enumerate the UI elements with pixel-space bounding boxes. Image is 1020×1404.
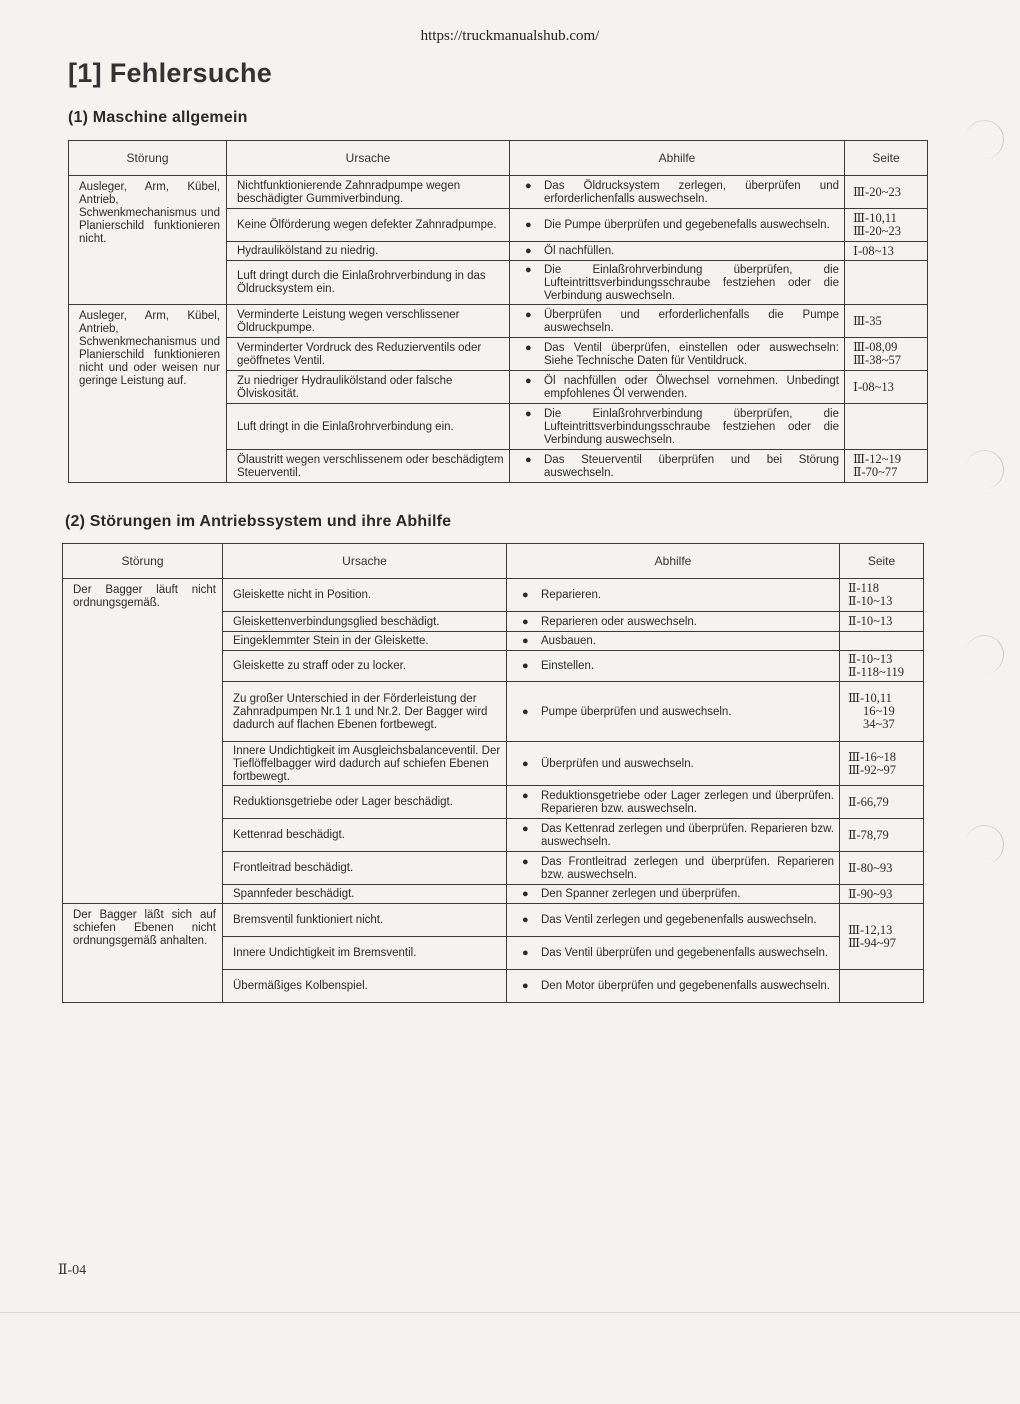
page-reference: Ⅱ-10~13 [848, 614, 893, 628]
abhilfe-text: Öl nachfüllen. [544, 245, 615, 257]
seite-cell [840, 612, 924, 632]
binder-hole-mark [965, 120, 1004, 159]
abhilfe-item [520, 309, 839, 335]
page-reference: Ⅲ-94~97 [848, 935, 896, 950]
column-header-abhilfe: Abhilfe [510, 141, 845, 176]
troubleshooting-table-general [68, 140, 928, 483]
abhilfe-cell [507, 632, 840, 651]
abhilfe-cell [507, 612, 840, 632]
ursache-cell: Innere Undichtigkeit im Bremsventil. [223, 937, 507, 970]
ursache-cell: Reduktionsgetriebe oder Lager beschädigt. [223, 786, 507, 819]
ursache-cell: Kettenrad beschädigt. [223, 819, 507, 852]
ursache-cell: Innere Undichtigkeit im Ausgleichsbalanceventil. Der Tieflöffelbagger wird dadurch auf schiefen Ebenen fortbewegt. [223, 742, 507, 786]
abhilfe-text: Einstellen. [541, 660, 595, 672]
page-reference: Ⅱ-10~13 [848, 594, 893, 608]
binder-hole-mark [965, 450, 1004, 489]
abhilfe-text: Das Steuerventil überprüfen und bei Störung auswechseln. [544, 453, 839, 479]
bullet-icon: ● [522, 589, 529, 601]
abhilfe-cell [510, 176, 845, 209]
abhilfe-text: Reparieren oder auswechseln. [541, 615, 697, 628]
binder-hole-mark [965, 635, 1004, 674]
abhilfe-item [517, 856, 834, 882]
table-body [63, 579, 924, 1003]
seite-cell [845, 338, 928, 371]
table-row [69, 176, 928, 209]
bullet-icon: ● [522, 635, 529, 647]
page-reference: 34~37 [863, 717, 895, 731]
seite-cell [845, 176, 928, 209]
stoerung-cell: Ausleger, Arm, Kübel, Antrieb, Schwenkmechanismus und Planierschild funktionieren nicht und oder weisen nur geringe Leistung auf. [69, 305, 227, 483]
ursache-cell: Gleiskettenverbindungsglied beschädigt. [223, 612, 507, 632]
abhilfe-item [520, 245, 839, 258]
bullet-icon: ● [522, 947, 529, 959]
abhilfe-cell [510, 450, 845, 483]
abhilfe-item [517, 589, 834, 602]
page-reference: Ⅱ-80~93 [848, 860, 893, 875]
page-reference: Ⅰ-08~13 [853, 243, 894, 258]
page-reference: Ⅱ-78,79 [848, 827, 889, 842]
abhilfe-cell [510, 371, 845, 404]
ursache-cell: Keine Ölförderung wegen defekter Zahnradpumpe. [227, 209, 510, 242]
abhilfe-text: Öl nachfüllen oder Ölwechsel vornehmen. Unbedingt empfohlenes Öl verwenden. [544, 374, 839, 400]
bullet-icon: ● [525, 245, 532, 257]
ursache-cell: Gleiskette nicht in Position. [223, 579, 507, 612]
abhilfe-cell [507, 682, 840, 742]
section-heading-maschine-allgemein: (1) Maschine allgemein [68, 109, 248, 126]
abhilfe-cell [507, 742, 840, 786]
ursache-cell: Luft dringt durch die Einlaßrohrverbindung in das Öldrucksystem ein. [227, 261, 510, 305]
scan-edge-line [0, 1312, 1020, 1313]
seite-cell [840, 970, 924, 1003]
seite-cell [845, 242, 928, 261]
binder-hole-mark [965, 825, 1004, 864]
page-reference: Ⅲ-35 [853, 313, 882, 328]
page-reference: Ⅲ-92~97 [848, 762, 896, 777]
abhilfe-text: Reduktionsgetriebe oder Lager zerlegen und überprüfen. Reparieren bzw. auswechseln. [541, 789, 834, 815]
page-reference: Ⅲ-20~23 [853, 224, 901, 238]
abhilfe-cell [507, 970, 840, 1003]
page-reference: Ⅱ-66,79 [848, 794, 889, 809]
abhilfe-item [517, 914, 834, 927]
ursache-cell: Übermäßiges Kolbenspiel. [223, 970, 507, 1003]
column-header-ursache: Ursache [227, 141, 510, 176]
page-reference: Ⅲ-10,11 [853, 211, 897, 225]
ursache-cell: Verminderte Leistung wegen verschlissener Öldruckpumpe. [227, 305, 510, 338]
seite-cell [840, 632, 924, 651]
abhilfe-text: Das Ventil überprüfen und gegebenenfalls auswechseln. [541, 947, 829, 959]
abhilfe-cell [510, 305, 845, 338]
table-body [69, 176, 928, 483]
bullet-icon: ● [522, 660, 529, 672]
section-heading-antriebssystem: (2) Störungen im Antriebssystem und ihre Abhilfe [65, 513, 452, 530]
abhilfe-cell [507, 904, 840, 937]
abhilfe-cell [510, 338, 845, 371]
table-row [63, 904, 924, 937]
ursache-cell: Eingeklemmter Stein in der Gleiskette. [223, 632, 507, 651]
ursache-cell: Frontleitrad beschädigt. [223, 852, 507, 885]
ursache-cell: Spannfeder beschädigt. [223, 885, 507, 904]
page-number: Ⅱ-04 [58, 1263, 87, 1278]
troubleshooting-table-drive-system [62, 543, 924, 1003]
seite-cell [840, 819, 924, 852]
abhilfe-cell [510, 404, 845, 450]
page-reference: Ⅱ-70~77 [853, 465, 898, 479]
abhilfe-item [517, 888, 834, 901]
abhilfe-item [517, 706, 834, 719]
abhilfe-item [517, 758, 834, 771]
seite-cell [840, 742, 924, 786]
stoerung-cell: Ausleger, Arm, Kübel, Antrieb, Schwenkmechanismus und Planierschild funktionieren nicht. [69, 176, 227, 305]
table-header-row [63, 544, 924, 579]
seite-cell [845, 371, 928, 404]
column-header-ursache: Ursache [223, 544, 507, 579]
ursache-cell: Zu großer Unterschied in der Förderleistung der Zahnradpumpen Nr.1 1 und Nr.2. Der Bagger wird dadurch auf flachen Ebenen fortbewegt. [223, 682, 507, 742]
bullet-icon: ● [525, 219, 532, 231]
bullet-icon: ● [525, 374, 532, 387]
abhilfe-text: Pumpe überprüfen und auswechseln. [541, 705, 732, 718]
seite-cell [845, 209, 928, 242]
page-reference: Ⅲ-10,11 [848, 691, 892, 705]
page-reference: Ⅱ-118 [848, 581, 879, 595]
column-header-stoerung: Störung [63, 544, 223, 579]
abhilfe-cell [507, 819, 840, 852]
seite-cell [840, 651, 924, 682]
abhilfe-text: Die Einlaßrohrverbindung überprüfen, die Lufteintrittsverbindungsschraube festziehen oder die Verbindung auswechseln. [544, 263, 839, 302]
abhilfe-item [520, 342, 839, 368]
bullet-icon: ● [522, 980, 529, 992]
bullet-icon: ● [525, 179, 532, 192]
abhilfe-item [520, 264, 839, 303]
abhilfe-text: Die Pumpe überprüfen und gegebenefalls auswechseln. [544, 219, 830, 231]
column-header-seite: Seite [840, 544, 924, 579]
abhilfe-item [517, 790, 834, 816]
ursache-cell: Ölaustritt wegen verschlissenem oder beschädigtem Steuerventil. [227, 450, 510, 483]
abhilfe-cell [510, 261, 845, 305]
seite-cell [840, 885, 924, 904]
abhilfe-item [520, 375, 839, 401]
abhilfe-item [517, 947, 834, 960]
abhilfe-text: Den Motor überprüfen und gegebenenfalls auswechseln. [541, 980, 830, 992]
bullet-icon: ● [522, 822, 529, 835]
seite-cell [840, 682, 924, 742]
bullet-icon: ● [522, 888, 529, 900]
abhilfe-cell [507, 651, 840, 682]
abhilfe-text: Den Spanner zerlegen und überprüfen. [541, 888, 741, 900]
bullet-icon: ● [522, 757, 529, 770]
abhilfe-item [517, 823, 834, 849]
ursache-cell: Zu niedriger Hydraulikölstand oder falsche Ölviskosität. [227, 371, 510, 404]
abhilfe-cell [510, 209, 845, 242]
page-reference: Ⅱ-90~93 [848, 886, 893, 901]
bullet-icon: ● [525, 308, 532, 321]
abhilfe-item [520, 408, 839, 447]
bullet-icon: ● [522, 789, 529, 802]
abhilfe-text: Überprüfen und auswechseln. [541, 757, 694, 770]
bullet-icon: ● [522, 615, 529, 628]
abhilfe-text: Reparieren. [541, 589, 602, 601]
ursache-cell: Bremsventil funktioniert nicht. [223, 904, 507, 937]
page-reference: Ⅲ-38~57 [853, 353, 901, 367]
ursache-cell: Nichtfunktionierende Zahnradpumpe wegen beschädigter Gummiverbindung. [227, 176, 510, 209]
abhilfe-item [520, 454, 839, 480]
ursache-cell: Luft dringt in die Einlaßrohrverbindung ein. [227, 404, 510, 450]
abhilfe-cell [507, 885, 840, 904]
abhilfe-item [520, 219, 839, 232]
page-reference: Ⅰ-08~13 [853, 379, 894, 394]
abhilfe-text: Das Ventil überprüfen, einstellen oder auswechseln: Siehe Technische Daten für Ventildruck. [544, 341, 839, 367]
bullet-icon: ● [522, 705, 529, 718]
seite-cell [845, 261, 928, 305]
seite-cell [840, 904, 924, 970]
abhilfe-text: Das Ventil zerlegen und gegebenenfalls auswechseln. [541, 914, 817, 926]
abhilfe-cell [507, 786, 840, 819]
page-reference: Ⅲ-12~19 [853, 452, 901, 466]
abhilfe-item [517, 980, 834, 993]
page-reference: Ⅱ-10~13 [848, 652, 893, 666]
ursache-cell: Verminderter Vordruck des Reduzierventils oder geöffnetes Ventil. [227, 338, 510, 371]
seite-cell [845, 450, 928, 483]
stoerung-cell: Der Bagger läuft nicht ordnungsgemäß. [63, 579, 223, 904]
column-header-abhilfe: Abhilfe [507, 544, 840, 579]
page-reference: Ⅲ-20~23 [853, 184, 901, 199]
seite-cell [845, 404, 928, 450]
abhilfe-text: Die Einlaßrohrverbindung überprüfen, die Lufteintrittsverbindungsschraube festziehen oder die Verbindung auswechseln. [544, 407, 839, 446]
abhilfe-text: Das Frontleitrad zerlegen und überprüfen. Reparieren bzw. auswechseln. [541, 855, 834, 881]
page-reference: Ⅲ-12,13 [848, 922, 893, 937]
seite-cell [845, 305, 928, 338]
bullet-icon: ● [522, 855, 529, 868]
stoerung-cell: Der Bagger läßt sich auf schiefen Ebenen nicht ordnungsgemäß anhalten. [63, 904, 223, 1003]
page-reference: Ⅲ-16~18 [848, 749, 896, 764]
column-header-seite: Seite [845, 141, 928, 176]
table-header-row [69, 141, 928, 176]
page-reference: Ⅱ-118~119 [848, 665, 904, 679]
bullet-icon: ● [525, 263, 532, 276]
column-header-stoerung: Störung [69, 141, 227, 176]
abhilfe-cell [507, 937, 840, 970]
abhilfe-item [517, 635, 834, 648]
bullet-icon: ● [522, 914, 529, 926]
abhilfe-text: Das Öldrucksystem zerlegen, überprüfen und erforderlichenfalls auswechseln. [544, 179, 839, 205]
abhilfe-text: Überprüfen und erforderlichenfalls die Pumpe auswechseln. [544, 308, 839, 334]
abhilfe-item [517, 660, 834, 673]
seite-cell [840, 786, 924, 819]
bullet-icon: ● [525, 341, 532, 354]
abhilfe-text: Das Kettenrad zerlegen und überprüfen. Reparieren bzw. auswechseln. [541, 822, 834, 848]
bullet-icon: ● [525, 407, 532, 420]
page-reference: Ⅲ-08,09 [853, 340, 898, 354]
abhilfe-item [517, 616, 834, 629]
abhilfe-cell [507, 852, 840, 885]
abhilfe-text: Ausbauen. [541, 635, 596, 647]
abhilfe-item [520, 180, 839, 206]
seite-cell [840, 852, 924, 885]
bullet-icon: ● [525, 453, 532, 466]
seite-cell [840, 579, 924, 612]
table-row [69, 305, 928, 338]
ursache-cell: Gleiskette zu straff oder zu locker. [223, 651, 507, 682]
source-url: https://truckmanualshub.com/ [420, 28, 600, 44]
abhilfe-cell [510, 242, 845, 261]
ursache-cell: Hydraulikölstand zu niedrig. [227, 242, 510, 261]
table-row [63, 579, 924, 612]
abhilfe-cell [507, 579, 840, 612]
page-reference: 16~19 [863, 704, 895, 718]
page-title: [1] Fehlersuche [68, 58, 273, 88]
